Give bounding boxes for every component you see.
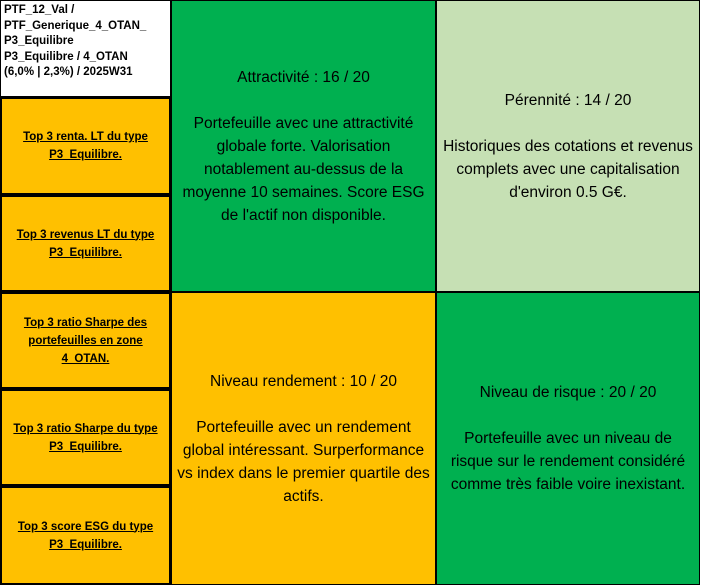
portfolio-id-line-4: P3_Equilibre / 4_OTAN [4,50,128,63]
rendement-description: Portefeuille avec un rendement global intéressant. Surperformance vs index dans le premier quartile des actifs. [177,418,430,505]
attractivite-description: Portefeuille avec une attractivité globale forte. Valorisation notablement au-dessus de la moyenne 10 semaines. Score ESG de l'actif non disponible. [182,114,425,224]
perennite-title: Pérennité : 14 / 20 [504,91,632,109]
portfolio-id-line-5: (6,0% | 2,3%) / 2025W31 [4,66,133,78]
sidebar-item-top3-esg[interactable] [0,486,171,585]
attractivite-panel [171,0,436,292]
portfolio-id-line-3: P3_Equilibre [4,35,74,47]
sidebar-item-label[interactable]: Top 3 ratio Sharpe des portefeuilles en zone 4_OTAN. [23,316,148,365]
rendement-title: Niveau rendement : 10 / 20 [210,372,397,390]
risque-description: Portefeuille avec un niveau de risque sur le rendement considéré comme très faible voire inexistant. [450,430,686,493]
sidebar-item-label[interactable]: Top 3 revenus LT du type P3_Equilibre. [16,228,155,259]
sidebar-item-top3-sharpe-type[interactable] [0,389,171,486]
rendement-panel [171,292,436,585]
sidebar-item-label[interactable]: Top 3 score ESG du type P3_Equilibre. [17,520,154,551]
sidebar-item-top3-renta[interactable] [0,97,171,195]
risque-title: Niveau de risque : 20 / 20 [479,384,657,401]
sidebar-item-label[interactable]: Top 3 ratio Sharpe du type P3_Equilibre. [13,422,158,453]
perennite-panel [436,0,700,292]
perennite-description: Historiques des cotations et revenus complets avec une capitalisation d'environ 0.5 G€. [443,137,693,201]
sidebar-item-top3-revenus[interactable] [0,195,171,292]
attractivite-title: Attractivité : 16 / 20 [237,68,370,86]
portfolio-id-line-1: PTF_12_Val / [4,4,75,16]
portfolio-identifier [0,0,171,97]
sidebar-item-top3-sharpe-zone[interactable] [0,292,171,389]
sidebar-item-label[interactable]: Top 3 renta. LT du type P3_Equilibre. [23,131,148,161]
risque-panel [436,292,700,585]
portfolio-id-line-2: PTF_Generique_4_OTAN_ [4,19,147,32]
